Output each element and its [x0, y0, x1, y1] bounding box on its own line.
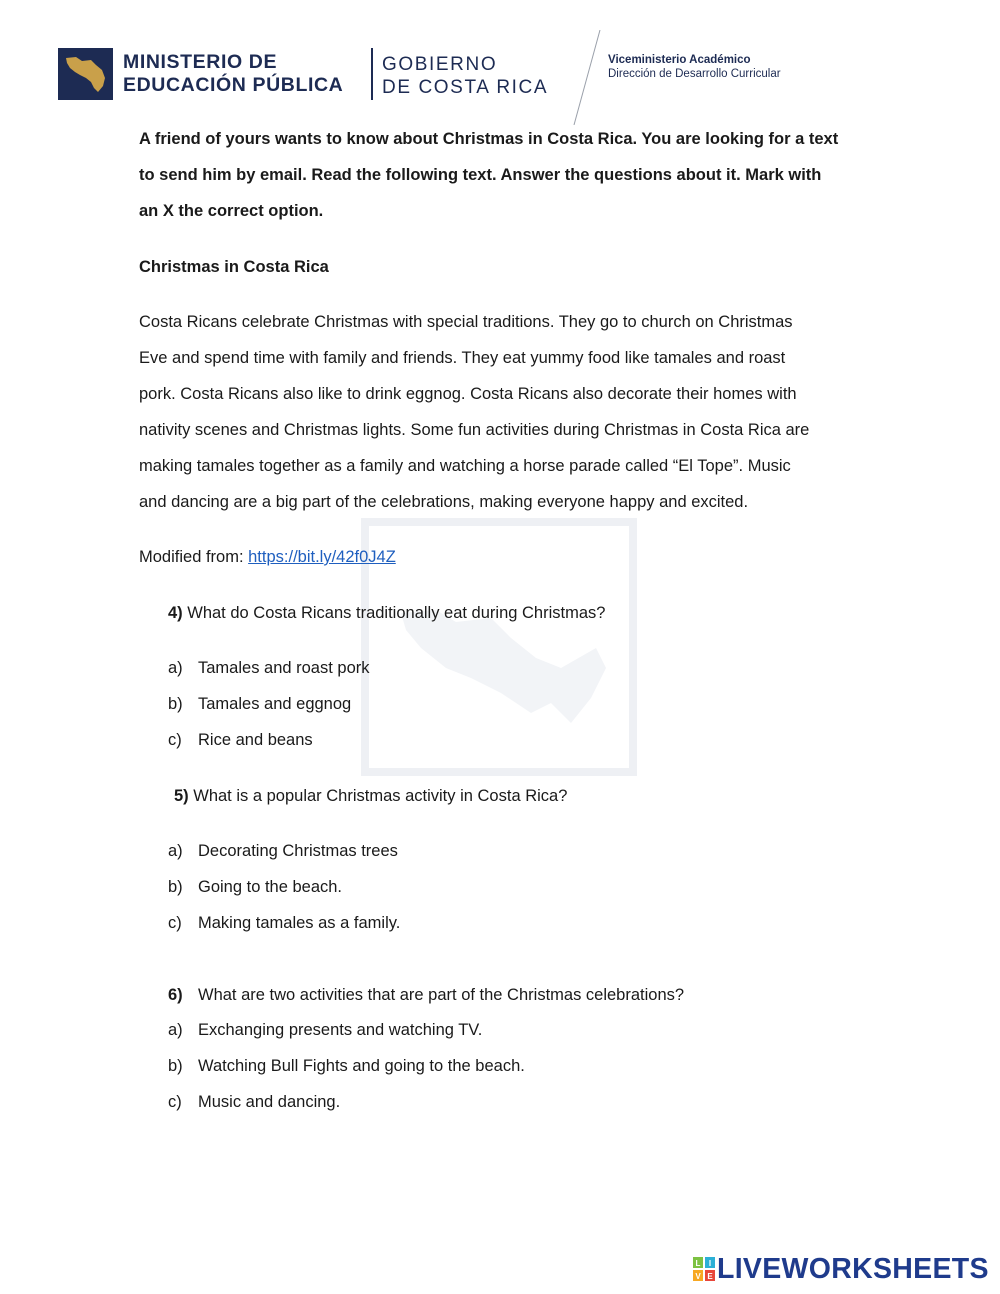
instructions-line-2: to send him by email. Read the following text. Answer the questions about it. Mark with [139, 166, 822, 184]
instructions-line-3: an X the correct option. [139, 202, 324, 220]
instructions-line-1: A friend of yours wants to know about Christmas in Costa Rica. You are looking for a text [139, 130, 839, 148]
question-text: What is a popular Christmas activity in Costa Rica? [188, 787, 568, 805]
costa-rica-map-logo [58, 48, 113, 100]
reading-line: making tamales together as a family and watching a horse parade called “El Tope”. Music [139, 457, 791, 475]
option-text: Tamales and eggnog [198, 695, 352, 713]
liveworksheets-wordmark: LIVEWORKSHEETS [717, 1253, 989, 1285]
government-line-2: DE COSTA RICA [382, 77, 549, 98]
question-text: What do Costa Ricans traditionally eat during Christmas? [182, 604, 606, 622]
answer-option[interactable] [168, 1021, 482, 1040]
answer-option[interactable] [168, 878, 342, 897]
badge-letter: E [707, 1272, 713, 1281]
question-4 [168, 604, 605, 623]
answer-option[interactable] [168, 914, 400, 933]
badge-letter: V [695, 1272, 701, 1281]
question-number: 5) [174, 787, 189, 805]
government-name [382, 53, 548, 99]
watermark-map-icon [361, 518, 637, 776]
question-5 [174, 787, 567, 806]
government-line-1: GOBIERNO [382, 54, 498, 75]
option-text: Rice and beans [198, 731, 313, 749]
question-number: 6) [168, 986, 183, 1004]
reading-line: pork. Costa Ricans also like to drink eggnog. Costa Ricans also decorate their homes with [139, 385, 797, 403]
option-text: Decorating Christmas trees [198, 842, 398, 860]
answer-option[interactable] [168, 695, 351, 714]
option-text: Tamales and roast pork [198, 659, 370, 677]
option-letter: c) [168, 731, 182, 749]
question-6 [168, 986, 684, 1005]
reading-line: Costa Ricans celebrate Christmas with special traditions. They go to church on Christmas [139, 313, 793, 331]
source-label: Modified from: [139, 548, 249, 566]
option-text: Going to the beach. [198, 878, 343, 896]
option-letter: c) [168, 914, 182, 932]
source-link[interactable]: https://bit.ly/42f0J4Z [248, 548, 396, 566]
answer-option[interactable] [168, 731, 313, 750]
header [58, 40, 818, 120]
ministry-name [123, 51, 343, 97]
option-letter: a) [168, 659, 183, 677]
answer-option[interactable] [168, 659, 370, 678]
question-number: 4) [168, 604, 183, 622]
vice-ministry [608, 53, 781, 81]
curriculum-direction: Dirección de Desarrollo Curricular [608, 68, 781, 80]
option-text: Making tamales as a family. [198, 914, 401, 932]
reading-line: nativity scenes and Christmas lights. Some fun activities during Christmas in Costa Rica are [139, 421, 810, 439]
option-letter: b) [168, 1057, 183, 1075]
answer-option[interactable] [168, 842, 398, 861]
option-text: Watching Bull Fights and going to the beach. [198, 1057, 525, 1075]
option-letter: b) [168, 878, 183, 896]
liveworksheets-logo [693, 1252, 993, 1286]
option-letter: a) [168, 1021, 183, 1039]
option-letter: a) [168, 842, 183, 860]
answer-option[interactable] [168, 1057, 525, 1076]
header-divider [371, 48, 373, 100]
answer-option[interactable] [168, 1093, 340, 1112]
header-slash-divider [568, 30, 608, 125]
reading-line: Eve and spend time with family and friends. They eat yummy food like tamales and roast [139, 349, 786, 367]
badge-letter: I [708, 1259, 712, 1268]
ministry-line-1: MINISTERIO DE [123, 51, 278, 73]
liveworksheets-badge-icon [693, 1257, 715, 1281]
reading-line: and dancing are a big part of the celebrations, making everyone happy and excited. [139, 493, 749, 511]
badge-letter: L [695, 1259, 701, 1268]
reading-title: Christmas in Costa Rica [139, 258, 329, 276]
option-text: Exchanging presents and watching TV. [198, 1021, 483, 1039]
question-text: What are two activities that are part of the Christmas celebrations? [198, 986, 685, 1004]
source-line [139, 548, 396, 567]
option-letter: b) [168, 695, 183, 713]
option-text: Music and dancing. [198, 1093, 341, 1111]
vice-ministry-title: Viceministerio Académico [608, 54, 751, 66]
option-letter: c) [168, 1093, 182, 1111]
ministry-line-2: EDUCACIÓN PÚBLICA [123, 74, 344, 96]
